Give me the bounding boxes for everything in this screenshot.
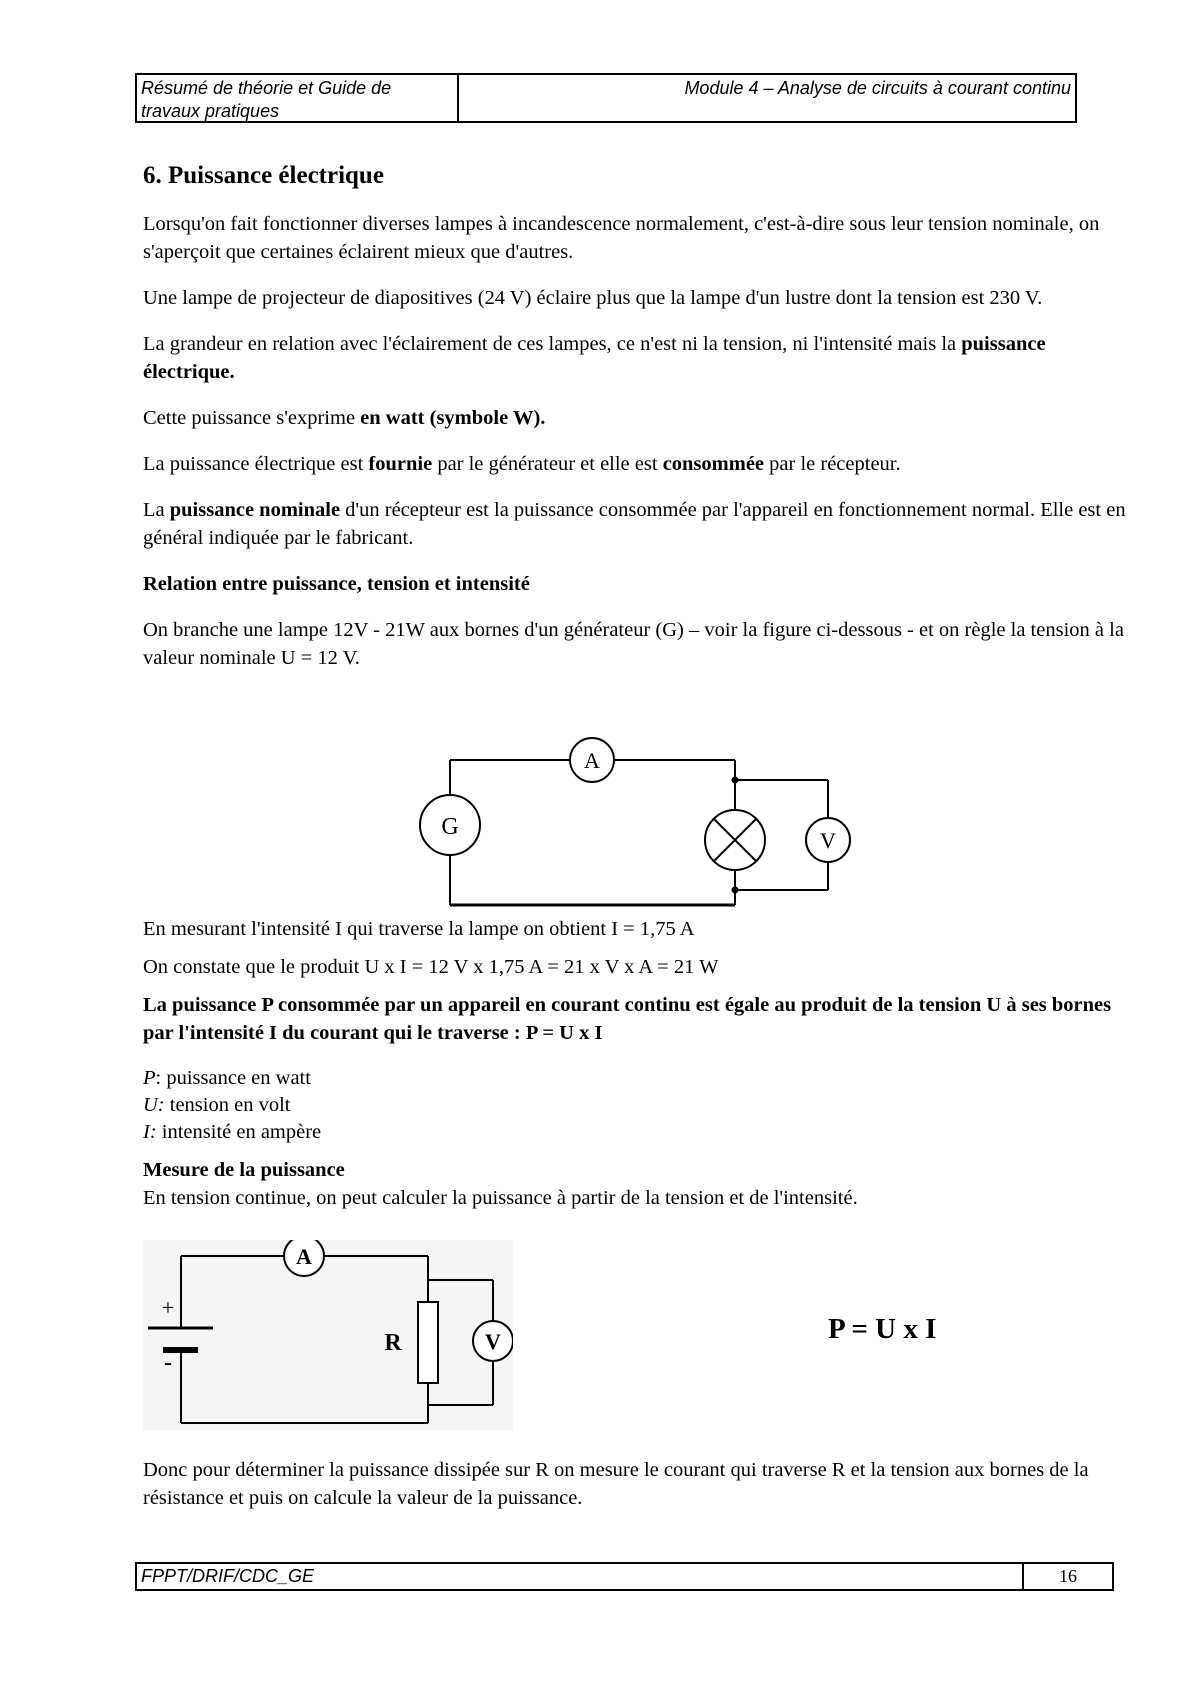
ammeter-symbol [284, 1240, 324, 1276]
svg-text:G: G [441, 814, 459, 840]
section-title: 6. Puissance électrique [143, 162, 384, 189]
paragraph: Donc pour déterminer la puissance dissipée sur R on mesure le courant qui traverse R et la tension aux bornes de la résistance et puis on calcule la valeur de la puissance. [143, 1459, 1089, 1509]
svg-text:R: R [384, 1330, 402, 1356]
voltmeter-symbol [806, 818, 850, 862]
page-number: 16 [1059, 1566, 1077, 1586]
definition-u: U: tension en volt [143, 1094, 291, 1116]
key-statement: La puissance P consommée par un appareil en courant continu est égale au produit de la tension U à ses bornes par l'intensité I du courant qui le traverse : P = U x I [143, 994, 1112, 1044]
paragraph: Une lampe de projecteur de diapositives (24 V) éclaire plus que la lampe d'un lustre dont la tension est 230 V. [143, 287, 1043, 309]
svg-text:V: V [820, 828, 836, 853]
power-formula: P = U x I [828, 1313, 937, 1345]
paragraph: La grandeur en relation avec l'éclairement de ces lampes, ce n'est ni la tension, ni l'intensité mais la puissance électrique. [143, 333, 1046, 383]
svg-text:+: + [161, 1295, 175, 1320]
definitions [143, 1065, 1128, 1146]
header-right: Module 4 – Analyse de circuits à courant continu [684, 78, 1071, 98]
paragraph: On constate que le produit U x I = 12 V x 1,75 A = 21 x V x A = 21 W [143, 956, 719, 978]
svg-text:-: - [164, 1350, 172, 1376]
definition-i: I: intensité en ampère [143, 1121, 322, 1143]
lamp-symbol [705, 810, 765, 870]
svg-text:A: A [296, 1244, 312, 1269]
ammeter-symbol [570, 738, 614, 782]
page-header [135, 73, 1077, 123]
voltmeter-symbol [473, 1321, 513, 1361]
paragraph: On branche une lampe 12V - 21W aux bornes d'un générateur (G) – voir la figure ci-dessous - et on règle la tension à la valeur nominale U = 12 V. [143, 619, 1124, 669]
junction-dot [732, 777, 739, 784]
circuit-diagram-lamp [415, 735, 875, 925]
svg-text:A: A [584, 748, 600, 773]
definition-p: P: puissance en watt [143, 1067, 311, 1089]
paragraph: En tension continue, on peut calculer la puissance à partir de la tension et de l'intensité. [143, 1187, 858, 1209]
footer-left: FPPT/DRIF/CDC_GE [137, 1564, 1024, 1589]
paragraph: Lorsqu'on fait fonctionner diverses lampes à incandescence normalement, c'est-à-dire sous leur tension nominale, on s'aperçoit que certaines éclairent mieux que d'autres. [143, 213, 1100, 263]
paragraph: En mesurant l'intensité I qui traverse la lampe on obtient I = 1,75 A [143, 918, 695, 940]
paragraph: Cette puissance s'exprime en watt (symbole W). [143, 407, 546, 429]
junction-dot [732, 887, 739, 894]
svg-text:V: V [485, 1329, 501, 1354]
main-content [143, 150, 1128, 1230]
subheading: Relation entre puissance, tension et intensité [143, 573, 530, 595]
paragraph: La puissance nominale d'un récepteur est la puissance consommée par l'appareil en fonctionnement normal. Elle est en général indiquée par le fabricant. [143, 499, 1126, 549]
page-footer [135, 1562, 1114, 1591]
subheading: Mesure de la puissance [143, 1159, 345, 1181]
header-left: Résumé de théorie et Guide de travaux pratiques [137, 75, 459, 121]
paragraph: La puissance électrique est fournie par le générateur et elle est consommée par le récepteur. [143, 453, 901, 475]
circuit-diagram-resistor [143, 1240, 513, 1430]
generator-symbol [420, 795, 480, 855]
